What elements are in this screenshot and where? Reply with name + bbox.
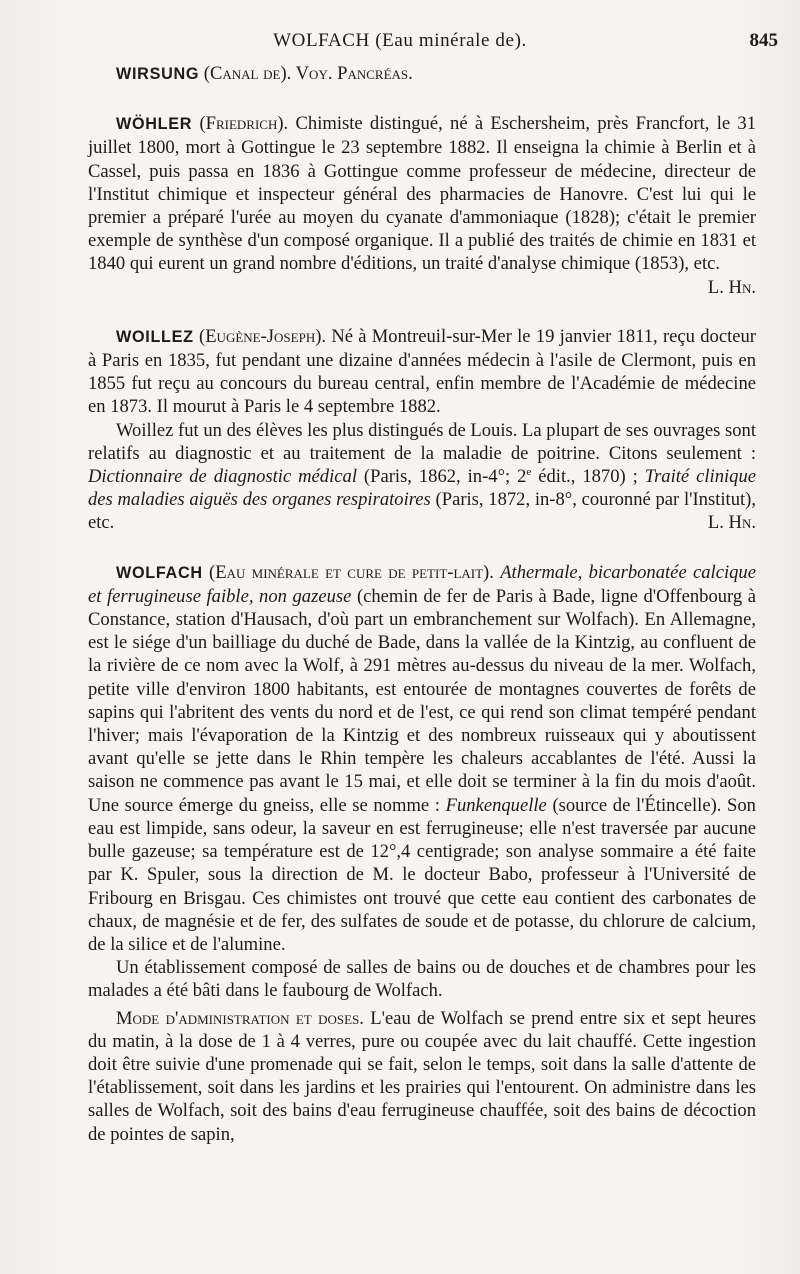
running-head-text: WOLFACH (Eau minérale de). bbox=[273, 30, 527, 51]
entry-wolfach-paragraph-2 bbox=[88, 956, 756, 1002]
entry-wolfach-text-b: (source de l'Étincelle). Son eau est limpide, sans odeur, la saveur en est ferrugineuse; elle n'est traversée par aucune bulle gazeuse; sa température est de 12°,4 centigrade; son analyse sommaire a été faite par K. Spuler, sous la direction de M. le docteur Babo, professeur à l'Université de Fribourg en Brisgau. Ces chimistes ont trouvé que cette eau contient des carbonates de chaux, de magnésie et de fer, des sulfates de soude et de potasse, du chlorure de calcium, de la silice et de l'alumine. bbox=[88, 794, 756, 955]
woillez-p2-c: édit., 1870) ; bbox=[538, 466, 638, 488]
entry-wolfach-qualifier: (Eau minérale et cure de petit-lait). bbox=[209, 561, 494, 583]
entry-wohler bbox=[88, 112, 756, 299]
entry-wolfach-para2: Un établissement composé de salles de bains ou de douches et de chambres pour les malades a été bâti dans le faubourg de Wolfach. bbox=[88, 957, 756, 1002]
entry-wolfach-spring-name: Funkenquelle bbox=[445, 794, 547, 816]
entry-woillez-text: Né à Montreuil-sur-Mer le 19 janvier 1811, reçu docteur à Paris en 1835, fut pendant une dizaine d'années médecin à l'asile de Clermont, puis en 1855 fut reçu au concours du bureau central, enfin membre de l'Académie de médecine en 1873. Il mourut à Paris le 4 septembre 1882. bbox=[88, 325, 756, 418]
woillez-title-dictionnaire: Dictionnaire de diagnostic médical bbox=[88, 466, 357, 488]
entry-woillez-paragraph-1 bbox=[88, 325, 756, 419]
woillez-p2-d: (Paris, 1872, in-8°, couronné par l'Institut), etc. bbox=[88, 489, 757, 534]
entry-wohler-text: Chimiste distingué, né à Eschersheim, près Francfort, le 31 juillet 1800, mort à Gottingue le 23 septembre 1882. Il enseigna la chimie à Berlin et à Cassel, puis passa en 1836 à Gottingue comme professeur de médecine, directeur de l'Institut chimique et inspecteur général des pharmacies de Hanovre. C'est lui qui le premier a préparé l'urée au moyen du cyanate d'ammoniaque (1828); c'était le premier exemple de synthèse d'un composé organique. Il a publié des traités de chimie en 1831 et 1840 qui eurent un grand nombre d'éditions, un traité d'analyse chimique (1853), etc. bbox=[88, 113, 757, 275]
entry-wolfach-italic-lead: Athermale, bicarbonatée calcique et ferrugineuse faible, non gazeuse bbox=[88, 561, 756, 607]
entry-wohler-signature: L. Hn. bbox=[707, 276, 756, 298]
entry-wohler-paragraph bbox=[88, 112, 757, 298]
page-number: 845 bbox=[749, 30, 778, 51]
entry-woillez bbox=[88, 325, 756, 535]
woillez-p2-a: Woillez fut un des élèves les plus distingués de Louis. La plupart de ses ouvrages sont relatifs au diagnostic et au traitement de la maladie de poitrine. Citons seulement : bbox=[88, 419, 756, 464]
headword-woillez: WOILLEZ bbox=[116, 327, 194, 346]
entry-woillez-paragraph-2 bbox=[88, 419, 756, 535]
running-head bbox=[0, 30, 800, 52]
entry-wolfach-paragraph-1 bbox=[88, 561, 756, 956]
entry-wolfach bbox=[88, 561, 756, 1146]
woillez-p2-sup: e bbox=[526, 465, 532, 478]
woillez-p2-b: (Paris, 1862, in-4°; 2 bbox=[363, 466, 527, 488]
entry-woillez-signature: L. Hn. bbox=[707, 512, 756, 534]
page-header bbox=[0, 30, 800, 58]
entry-wirsung bbox=[88, 62, 756, 86]
entry-wolfach-paragraph-3 bbox=[88, 1007, 756, 1146]
entry-wolfach-text-a: (chemin de fer de Paris à Bade, ligne d'Offenbourg à Constance, station d'Hausach, d'où part un embranchement sur Wolfach). En Allemagne, est le siége d'un bailliage du duché de Bade, dans la vallée de la Kintzig, au confluent de la rivière de ce nom avec la Wolf, à 291 mètres au-dessus du niveau de la mer. Wolfach, petite ville d'environ 1800 habitants, est entourée de montagnes couvertes de forêts de sapins qui l'abritent des vents du nord et de l'est, ce qui rend son climat tempéré pendant l'hiver; mais l'évaporation de la Kintzig et des nombreux ruisseaux qui y aboutissent avant qu'elle se jette dans le Rhin tempère les chaleurs accablantes de l'été. Aussi la saison ne commence pas avant le 15 mai, et elle doit se terminer à la fin du mois d'août. Une source émerge du gneiss, elle se nomme : bbox=[88, 585, 757, 816]
page-body bbox=[88, 62, 756, 1168]
woillez-title-traite: Traité clinique des maladies aiguës des organes respiratoires bbox=[88, 466, 756, 511]
entry-wolfach-para3: L'eau de Wolfach se prend entre six et sept heures du matin, à la dose de 1 à 4 verres, pure ou coupée avec du lait chauffé. Cette ingestion doit être suivie d'une promenade qui se fait, selon le temps, soit dans la salle d'attente de l'établissement, soit dans les jardins et les prairies qui l'entourent. On administre dans les salles de Wolfach, soit des bains d'eau ferrugineuse chauffée, soit des bains de décoction de pointes de sapin, bbox=[88, 1007, 756, 1145]
entry-woillez-qualifier: (Eugène-Joseph). bbox=[199, 325, 327, 347]
entry-wirsung-paragraph bbox=[88, 62, 756, 86]
headword-wirsung: WIRSUNG bbox=[116, 65, 200, 83]
entry-wirsung-text: (Canal de). Voy. Pancréas. bbox=[203, 63, 413, 84]
entry-wohler-qualifier: (Friedrich). bbox=[199, 113, 289, 135]
headword-wolfach: WOLFACH bbox=[116, 563, 203, 582]
entry-wolfach-section-heading: Mode d'administration et doses. bbox=[116, 1007, 364, 1029]
headword-wohler: WÖHLER bbox=[116, 115, 193, 134]
